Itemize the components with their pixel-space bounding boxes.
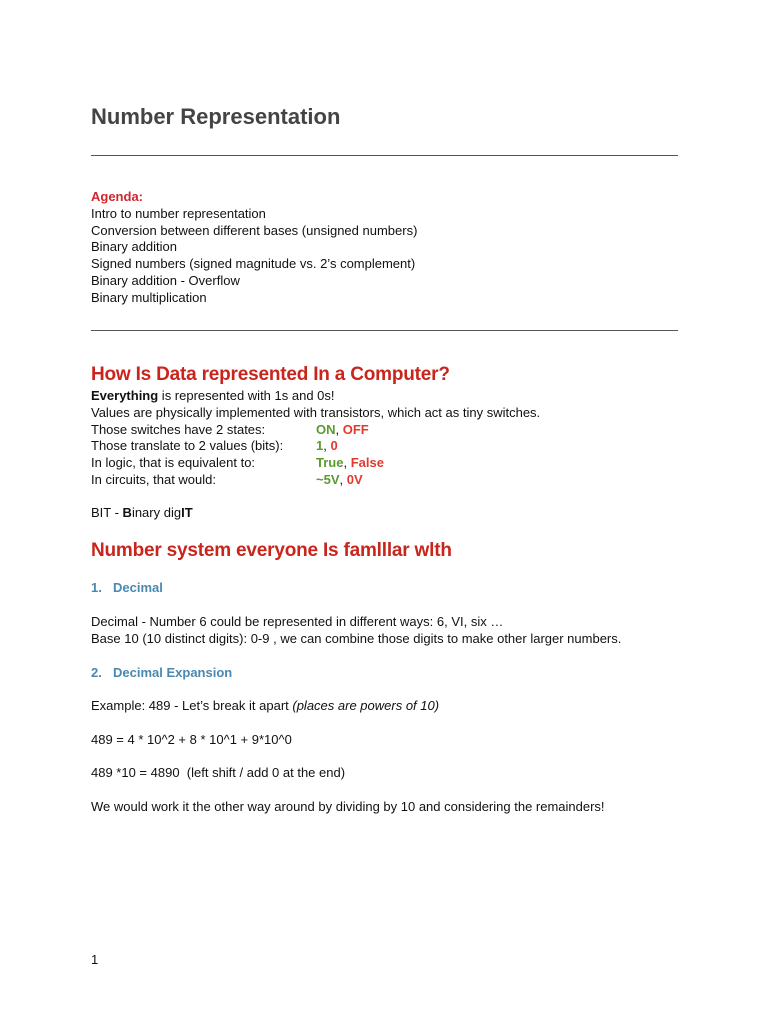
- agenda-item: Conversion between different bases (unsigned numbers): [91, 222, 418, 238]
- value-b: 0: [330, 438, 338, 454]
- agenda-item: Intro to number representation: [91, 205, 266, 221]
- value-b: False: [350, 455, 384, 471]
- value-sep: ,: [323, 438, 331, 454]
- bit-definition: [91, 505, 193, 522]
- everything-line: [91, 388, 540, 405]
- everything-rest: is represented with 1s and 0s!: [158, 388, 335, 403]
- bit-b: B: [122, 505, 132, 520]
- divider-top: [91, 155, 678, 156]
- decimal-line: Decimal - Number 6 could be represented in different ways: 6, VI, six …: [91, 614, 504, 629]
- bit-prefix: BIT -: [91, 505, 123, 520]
- row-label: Those translate to 2 values (bits):: [91, 438, 284, 454]
- value-a: True: [316, 455, 344, 471]
- value-a: 1: [316, 438, 324, 454]
- everything-bold: Everything: [91, 388, 159, 403]
- data-representation-body: [91, 388, 540, 489]
- bit-mid: inary dig: [131, 505, 182, 520]
- bits-row: [91, 438, 540, 455]
- page-title: Number Representation: [91, 104, 341, 129]
- divider-bottom: [91, 330, 678, 331]
- example-italic: (places are powers of 10): [292, 698, 440, 713]
- example-line: [91, 698, 439, 715]
- decimal-line: Base 10 (10 distinct digits): 0-9 , we can combine those digits to make other larger numbers.: [91, 630, 622, 646]
- agenda-item: Binary addition: [91, 239, 177, 255]
- bit-it: IT: [181, 505, 193, 520]
- row-label: In circuits, that would:: [91, 471, 216, 487]
- logic-row: [91, 455, 540, 472]
- agenda-item: Binary addition - Overflow: [91, 272, 240, 288]
- section-heading-number-system: Number system everyone Is famlllar wlth: [91, 540, 452, 561]
- agenda-section: [91, 189, 417, 307]
- section-heading-data: How Is Data represented In a Computer?: [91, 364, 450, 385]
- row-label: Those switches have 2 states:: [91, 421, 266, 437]
- agenda-item: Binary multiplication: [91, 289, 207, 305]
- value-b: 0V: [346, 471, 363, 487]
- value-sep: ,: [343, 455, 351, 471]
- example-text: Example: 489 - Let’s break it apart: [91, 698, 293, 713]
- shift-example: 489 *10 = 4890 (left shift / add 0 at the end): [91, 765, 346, 780]
- value-sep: ,: [335, 421, 343, 437]
- value-sep: ,: [339, 471, 347, 487]
- subheading-label: Decimal: [113, 580, 163, 595]
- decimal-paragraph: [91, 614, 621, 648]
- list-number: 2.: [91, 665, 102, 680]
- subheading-decimal: [91, 580, 163, 595]
- remainder-note: We would work it the other way around by dividing by 10 and considering the remainders!: [91, 799, 605, 814]
- value-a: ~5V: [316, 471, 340, 487]
- value-a: ON: [316, 421, 336, 437]
- value-b: OFF: [342, 421, 369, 437]
- expansion-equation: 489 = 4 * 10^2 + 8 * 10^1 + 9*10^0: [91, 732, 292, 747]
- transistor-line: Values are physically implemented with transistors, which act as tiny switches.: [91, 404, 541, 420]
- states-row: [91, 422, 540, 439]
- agenda-item: Signed numbers (signed magnitude vs. 2’s complement): [91, 256, 416, 272]
- subheading-label: Decimal Expansion: [113, 665, 233, 680]
- agenda-label: Agenda:: [91, 189, 143, 204]
- list-number: 1.: [91, 580, 102, 595]
- page-number: 1: [91, 952, 99, 967]
- subheading-decimal-expansion: [91, 665, 232, 680]
- row-label: In logic, that is equivalent to:: [91, 455, 256, 471]
- circuits-row: [91, 472, 540, 489]
